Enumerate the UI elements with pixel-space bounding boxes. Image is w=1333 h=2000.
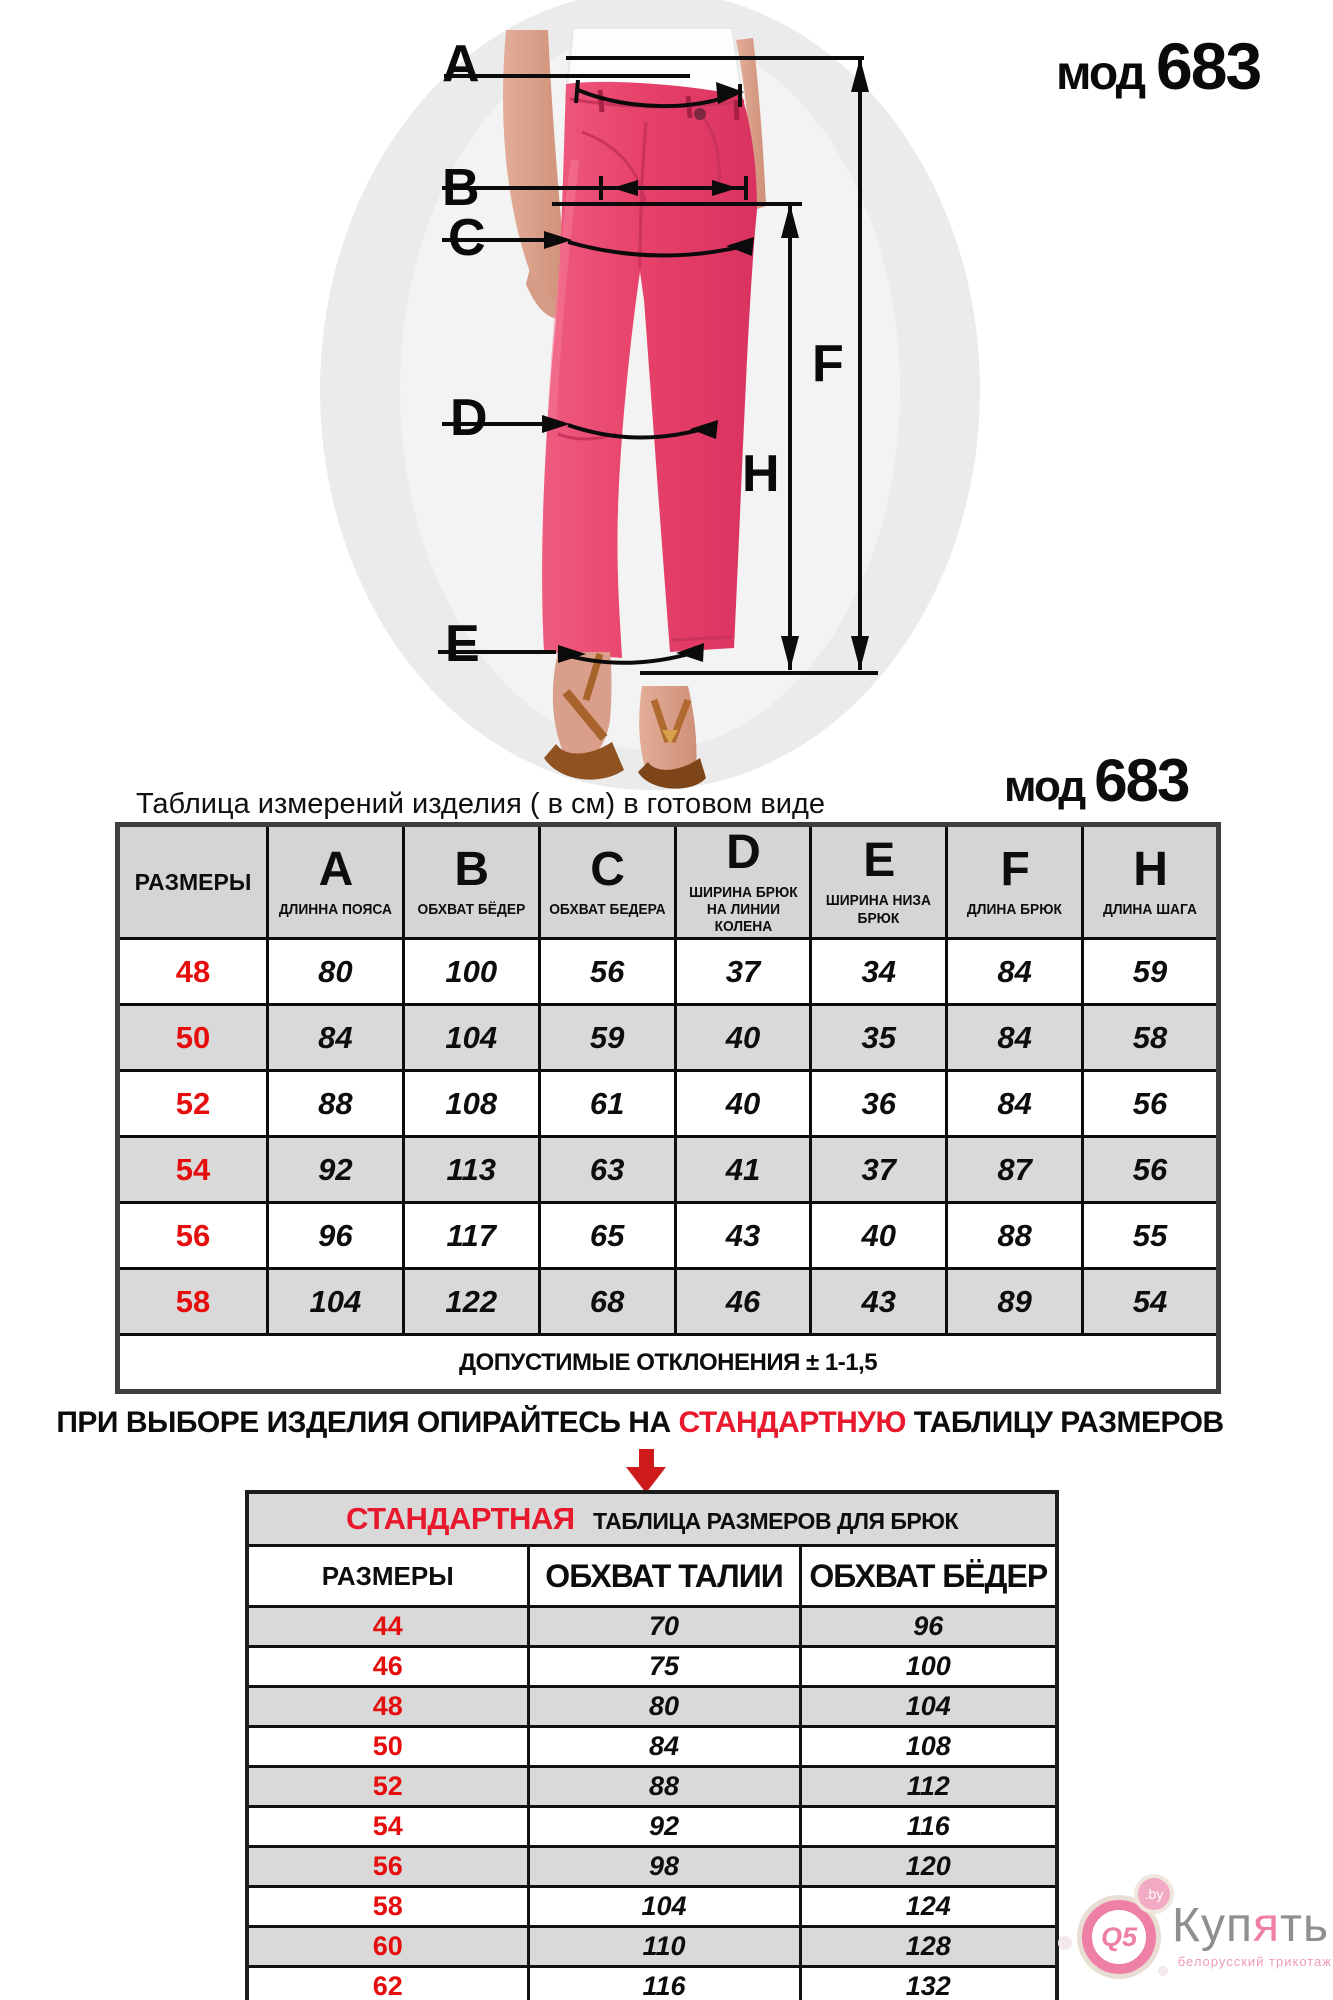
size-cell: 50 bbox=[118, 1005, 268, 1071]
column-name: ОБХВАТ БЁДЕР bbox=[417, 900, 526, 918]
label-A: A bbox=[442, 35, 480, 93]
logo-name bbox=[1172, 1898, 1329, 1953]
value-cell: 55 bbox=[1083, 1203, 1219, 1269]
logo-name-part1: Куп bbox=[1172, 1899, 1253, 1952]
measurement-column-header bbox=[268, 825, 404, 939]
column-letter: D bbox=[726, 825, 760, 879]
standard-row bbox=[247, 1847, 1057, 1887]
model-num: 683 bbox=[1094, 747, 1189, 814]
size-cell: 54 bbox=[118, 1137, 268, 1203]
measurement-row bbox=[118, 1005, 1219, 1071]
sizes-header-cell: РАЗМЕРЫ bbox=[118, 825, 268, 939]
column-name: ШИРИНА БРЮК НА ЛИНИИ КОЛЕНА bbox=[688, 883, 798, 936]
label-E: E bbox=[445, 615, 480, 673]
value-cell: 84 bbox=[268, 1005, 404, 1071]
measurement-column-header bbox=[675, 825, 811, 939]
value-cell: 35 bbox=[811, 1005, 947, 1071]
value-cell: 80 bbox=[268, 939, 404, 1005]
value-cell: 41 bbox=[675, 1137, 811, 1203]
column-name: ДЛИНА ШАГА bbox=[1103, 900, 1198, 918]
tolerance-row bbox=[118, 1335, 1219, 1392]
standard-table-title bbox=[247, 1492, 1057, 1546]
standard-row bbox=[247, 1607, 1057, 1647]
value-cell: 34 bbox=[811, 939, 947, 1005]
value-cell: 84 bbox=[947, 1005, 1083, 1071]
advice-highlight: СТАНДАРТНУЮ bbox=[678, 1406, 906, 1439]
size-cell: 46 bbox=[247, 1647, 528, 1687]
value-cell: 40 bbox=[811, 1203, 947, 1269]
value-cell: 108 bbox=[403, 1071, 539, 1137]
waist-cell: 116 bbox=[528, 1967, 800, 2000]
size-cell: 54 bbox=[247, 1807, 528, 1847]
model-number-top bbox=[1056, 28, 1260, 104]
measurement-table-title: Таблица измерений изделия ( в см) в готовом виде bbox=[136, 788, 826, 820]
hips-cell: 100 bbox=[800, 1647, 1057, 1687]
measurement-row bbox=[118, 1203, 1219, 1269]
value-cell: 56 bbox=[539, 939, 675, 1005]
waist-cell: 70 bbox=[528, 1607, 800, 1647]
standard-row bbox=[247, 1687, 1057, 1727]
measurement-table bbox=[115, 822, 1221, 1394]
measurement-table-body bbox=[118, 939, 1219, 1335]
value-cell: 37 bbox=[811, 1137, 947, 1203]
waist-cell: 98 bbox=[528, 1847, 800, 1887]
size-cell: 52 bbox=[118, 1071, 268, 1137]
value-cell: 43 bbox=[811, 1269, 947, 1335]
value-cell: 61 bbox=[539, 1071, 675, 1137]
measurement-column-header bbox=[947, 825, 1083, 939]
value-cell: 104 bbox=[268, 1269, 404, 1335]
size-cell: 60 bbox=[247, 1927, 528, 1967]
standard-title-rest: ТАБЛИЦА РАЗМЕРОВ ДЛЯ БРЮК bbox=[593, 1508, 959, 1534]
waist-cell: 84 bbox=[528, 1727, 800, 1767]
standard-column-header: ОБХВАТ ТАЛИИ bbox=[528, 1546, 800, 1607]
standard-row bbox=[247, 1727, 1057, 1767]
shop-logo bbox=[1072, 1856, 1332, 1996]
size-cell: 50 bbox=[247, 1727, 528, 1767]
value-cell: 63 bbox=[539, 1137, 675, 1203]
measurement-column-header bbox=[539, 825, 675, 939]
model-number-table bbox=[1004, 746, 1188, 815]
logo-subtitle: белорусский трикотаж bbox=[1177, 1954, 1332, 1969]
column-letter: F bbox=[1000, 842, 1029, 896]
logo-badge-text: Q5 bbox=[1100, 1921, 1138, 1952]
value-cell: 68 bbox=[539, 1269, 675, 1335]
value-cell: 100 bbox=[403, 939, 539, 1005]
measurement-column-header bbox=[1083, 825, 1219, 939]
column-letter: H bbox=[1133, 842, 1167, 896]
waist-cell: 80 bbox=[528, 1687, 800, 1727]
hips-cell: 96 bbox=[800, 1607, 1057, 1647]
value-cell: 58 bbox=[1083, 1005, 1219, 1071]
value-cell: 113 bbox=[403, 1137, 539, 1203]
model-word: мод bbox=[1056, 47, 1145, 100]
column-letter: C bbox=[590, 842, 624, 896]
hips-cell: 128 bbox=[800, 1927, 1057, 1967]
measurement-header-row bbox=[118, 825, 1219, 939]
value-cell: 89 bbox=[947, 1269, 1083, 1335]
logo-name-part2: ть bbox=[1279, 1899, 1329, 1952]
model-num: 683 bbox=[1156, 29, 1261, 103]
waist-cell: 110 bbox=[528, 1927, 800, 1967]
value-cell: 92 bbox=[268, 1137, 404, 1203]
measurement-row bbox=[118, 1071, 1219, 1137]
value-cell: 40 bbox=[675, 1071, 811, 1137]
label-F: F bbox=[812, 335, 844, 393]
size-cell: 58 bbox=[247, 1887, 528, 1927]
value-cell: 117 bbox=[403, 1203, 539, 1269]
size-cell: 48 bbox=[247, 1687, 528, 1727]
value-cell: 56 bbox=[1083, 1137, 1219, 1203]
value-cell: 46 bbox=[675, 1269, 811, 1335]
size-cell: 62 bbox=[247, 1967, 528, 2000]
standard-row bbox=[247, 1807, 1057, 1847]
value-cell: 87 bbox=[947, 1137, 1083, 1203]
waist-cell: 88 bbox=[528, 1767, 800, 1807]
column-letter: A bbox=[318, 842, 353, 896]
hips-cell: 108 bbox=[800, 1727, 1057, 1767]
measurement-row bbox=[118, 1269, 1219, 1335]
column-letter: E bbox=[863, 834, 895, 888]
value-cell: 122 bbox=[403, 1269, 539, 1335]
waist-cell: 104 bbox=[528, 1887, 800, 1927]
label-D: D bbox=[450, 389, 488, 447]
value-cell: 104 bbox=[403, 1005, 539, 1071]
standard-header-row bbox=[247, 1546, 1057, 1607]
size-cell: 58 bbox=[118, 1269, 268, 1335]
value-cell: 56 bbox=[1083, 1071, 1219, 1137]
waist-cell: 75 bbox=[528, 1647, 800, 1687]
standard-column-header: РАЗМЕРЫ bbox=[247, 1546, 528, 1607]
tolerance-note: ДОПУСТИМЫЕ ОТКЛОНЕНИЯ ± 1-1,5 bbox=[118, 1335, 1219, 1392]
value-cell: 54 bbox=[1083, 1269, 1219, 1335]
label-B: B bbox=[442, 159, 480, 217]
model-word: мод bbox=[1004, 762, 1085, 811]
standard-row bbox=[247, 1767, 1057, 1807]
value-cell: 59 bbox=[1083, 939, 1219, 1005]
size-cell: 56 bbox=[118, 1203, 268, 1269]
pants-photo-illustration bbox=[0, 0, 1333, 790]
label-H: H bbox=[742, 445, 780, 503]
value-cell: 88 bbox=[268, 1071, 404, 1137]
standard-row bbox=[247, 1927, 1057, 1967]
hips-cell: 116 bbox=[800, 1807, 1057, 1847]
value-cell: 65 bbox=[539, 1203, 675, 1269]
logo-name-accent: я bbox=[1252, 1899, 1280, 1952]
standard-row bbox=[247, 1967, 1057, 2000]
button bbox=[694, 108, 706, 120]
column-name: ШИРИНА НИЗА БРЮК bbox=[826, 892, 932, 927]
column-name: ДЛИННА ПОЯСА bbox=[278, 900, 392, 918]
column-name: ДЛИНА БРЮК bbox=[967, 900, 1063, 918]
waist-cell: 92 bbox=[528, 1807, 800, 1847]
column-letter: B bbox=[454, 842, 489, 896]
hips-cell: 120 bbox=[800, 1847, 1057, 1887]
standard-table-title-row bbox=[247, 1492, 1057, 1546]
standard-column-header: ОБХВАТ БЁДЕР bbox=[800, 1546, 1057, 1607]
advice-text bbox=[0, 1406, 1280, 1440]
value-cell: 37 bbox=[675, 939, 811, 1005]
standard-row bbox=[247, 1887, 1057, 1927]
hips-cell: 132 bbox=[800, 1967, 1057, 2000]
hips-cell: 104 bbox=[800, 1687, 1057, 1727]
standard-row bbox=[247, 1647, 1057, 1687]
standard-title-highlight: СТАНДАРТНАЯ bbox=[345, 1501, 575, 1536]
hips-cell: 112 bbox=[800, 1767, 1057, 1807]
value-cell: 36 bbox=[811, 1071, 947, 1137]
value-cell: 40 bbox=[675, 1005, 811, 1071]
value-cell: 43 bbox=[675, 1203, 811, 1269]
value-cell: 59 bbox=[539, 1005, 675, 1071]
value-cell: 84 bbox=[947, 1071, 1083, 1137]
size-cell: 52 bbox=[247, 1767, 528, 1807]
value-cell: 84 bbox=[947, 939, 1083, 1005]
advice-pre: ПРИ ВЫБОРЕ ИЗДЕЛИЯ ОПИРАЙТЕСЬ НА bbox=[56, 1406, 679, 1439]
measurement-row bbox=[118, 1137, 1219, 1203]
standard-table-body bbox=[247, 1607, 1057, 2000]
value-cell: 96 bbox=[268, 1203, 404, 1269]
column-name: ОБХВАТ БЕДЕРА bbox=[548, 900, 666, 918]
down-arrow-icon bbox=[626, 1449, 666, 1493]
measurement-column-header bbox=[403, 825, 539, 939]
hips-cell: 124 bbox=[800, 1887, 1057, 1927]
measurement-column-header bbox=[811, 825, 947, 939]
value-cell: 88 bbox=[947, 1203, 1083, 1269]
measurement-row bbox=[118, 939, 1219, 1005]
size-cell: 48 bbox=[118, 939, 268, 1005]
pants-diagram bbox=[0, 0, 1333, 790]
standard-table bbox=[245, 1490, 1059, 2000]
advice-post: ТАБЛИЦУ РАЗМЕРОВ bbox=[905, 1406, 1224, 1439]
label-C: C bbox=[448, 209, 486, 267]
size-cell: 44 bbox=[247, 1607, 528, 1647]
logo-by-bubble: .by bbox=[1138, 1878, 1170, 1910]
size-cell: 56 bbox=[247, 1847, 528, 1887]
